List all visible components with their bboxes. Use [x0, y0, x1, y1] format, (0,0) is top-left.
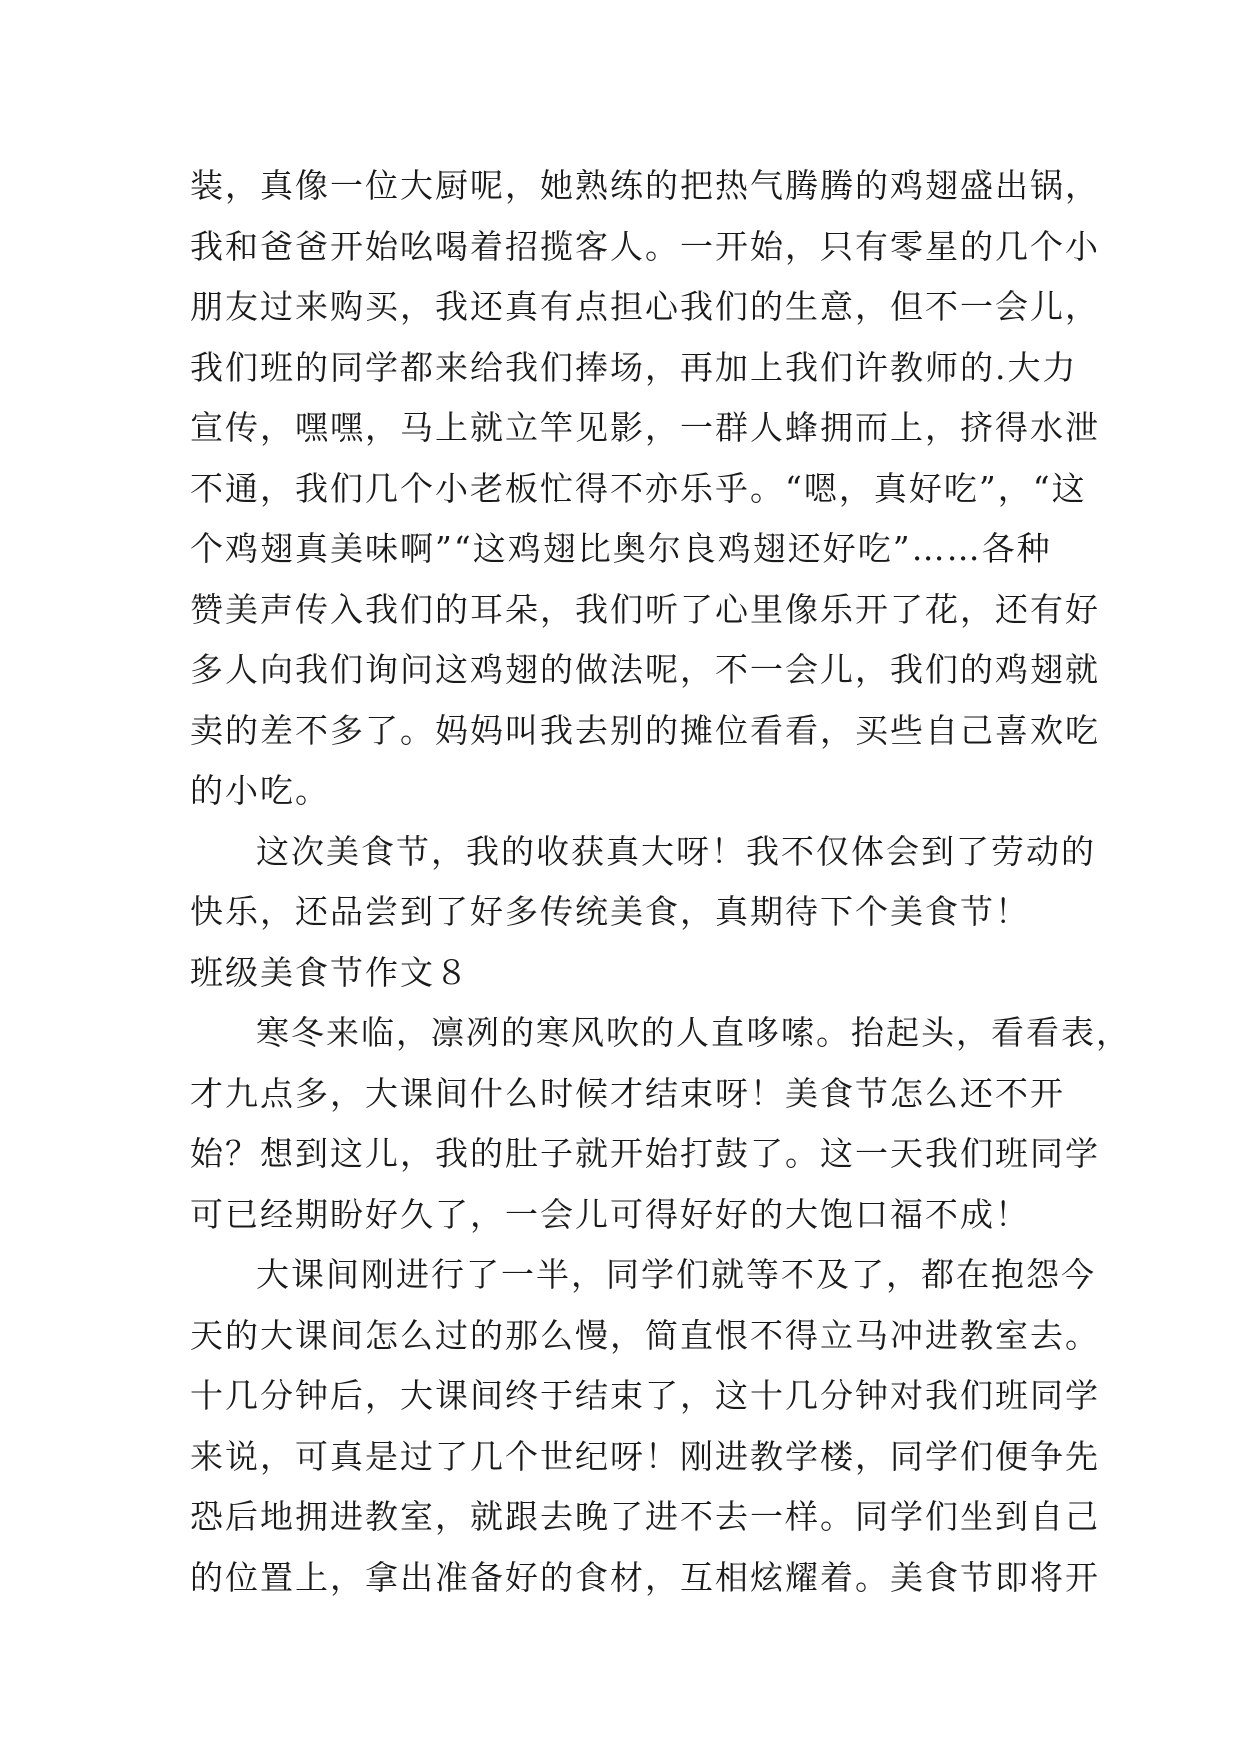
text-line: 快乐，还品尝到了好多传统美食，真期待下个美食节！	[190, 892, 1030, 931]
text-line: 宣传，嘿嘿，马上就立竿见影，一群人蜂拥而上，挤得水泄	[190, 408, 1100, 447]
paragraph	[190, 1003, 1131, 1245]
text-line: 的位置上，拿出准备好的食材，互相炫耀着。美食节即将开	[190, 1557, 1100, 1597]
text-line: 多人向我们询问这鸡翅的做法呢，不一会儿，我们的鸡翅就	[190, 650, 1100, 689]
text-line: 个鸡翅真美味啊”“这鸡翅比奥尔良鸡翅还好吃”……各种	[190, 529, 1052, 568]
section-heading: 班级美食节作文８	[190, 952, 470, 992]
text-line: 朋友过来购买，我还真有点担心我们的生意，但不一会儿，	[190, 287, 1100, 326]
text-line: 才九点多，大课间什么时候才结束呀！美食节怎么还不开	[190, 1073, 1065, 1113]
text-line: 大课间刚进行了一半，同学们就等不及了，都在抱怨今	[256, 1255, 1096, 1294]
text-line: 的小吃。	[190, 771, 330, 810]
text-line: 这次美食节，我的收获真大呀！我不仅体会到了劳动的	[256, 831, 1096, 871]
text-line: 卖的差不多了。妈妈叫我去别的摊位看看，买些自己喜欢吃	[190, 710, 1100, 750]
text-line: 天的大课间怎么过的那么慢，简直恨不得立马冲进教室去。	[190, 1315, 1100, 1355]
text-line: 始？想到这儿，我的肚子就开始打鼓了。这一天我们班同学	[190, 1134, 1100, 1173]
paragraph	[190, 822, 1096, 943]
document-body	[190, 156, 1131, 1608]
paragraph	[190, 1245, 1100, 1608]
paragraph	[190, 156, 1100, 822]
text-line: 恐后地拥进教室，就跟去晚了进不去一样。同学们坐到自己	[190, 1497, 1100, 1536]
text-line: 我和爸爸开始吆喝着招揽客人。一开始，只有零星的几个小	[190, 226, 1100, 266]
text-line: 寒冬来临，凛冽的寒风吹的人直哆嗦。抬起头，看看表，	[256, 1013, 1131, 1052]
text-line: 可已经期盼好久了，一会儿可得好好的大饱口福不成！	[190, 1194, 1030, 1234]
text-line: 装，真像一位大厨呢，她熟练的把热气腾腾的鸡翅盛出锅，	[190, 166, 1100, 205]
text-line: 我们班的同学都来给我们捧场，再加上我们许教师的.大力	[190, 347, 1078, 387]
text-line: 赞美声传入我们的耳朵，我们听了心里像乐开了花，还有好	[190, 589, 1100, 629]
text-line: 来说，可真是过了几个世纪呀！刚进教学楼，同学们便争先	[190, 1436, 1100, 1476]
text-line: 不通，我们几个小老板忙得不亦乐乎。“嗯，真好吃”，“这	[190, 468, 1087, 508]
text-line: 十几分钟后，大课间终于结束了，这十几分钟对我们班同学	[190, 1376, 1100, 1415]
